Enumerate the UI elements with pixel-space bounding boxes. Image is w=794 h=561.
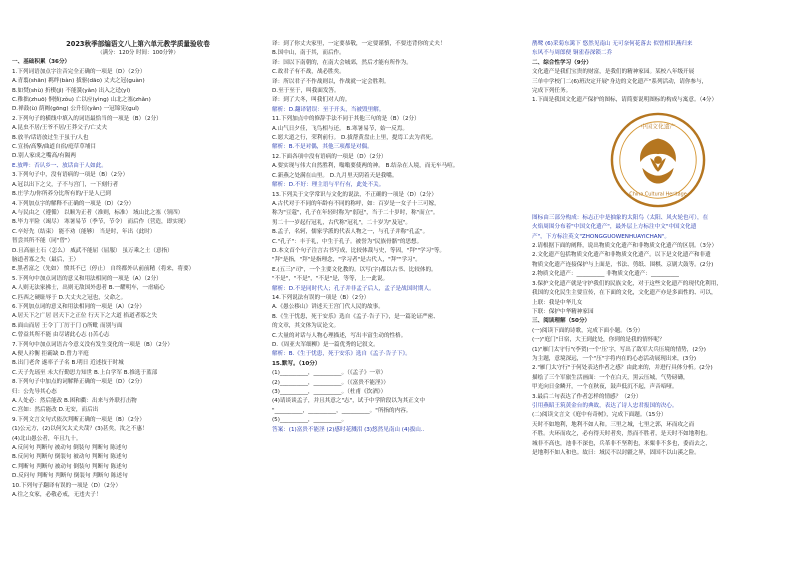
text-line: A.居天下之广居 居天下之正位 行天下之大道 掐道者寡之失 [12,313,158,320]
text-line: C.稚拙(zhuō) 恫骇(zǒu) 亡以应(yìng) 山北之塞(zhǎn) [12,97,151,104]
text-line: 答案：(1)富贵不能淫 (2)感时花溅泪 (3)悠然见南山 (4)拔山.. [272,426,425,433]
text-line: A.山气日夕佳，飞鸟相与还。 B.寒暑易节，始一反焉。 [272,125,408,132]
text-line: 7.下列句中加点词语古今意义没有发生变化的一项是（B）（2分） [12,341,173,348]
text-line: 3.保护文化遗产就是守护我们的民族文化，对于这些文化遗产的现代化利用， [532,280,722,287]
text-line: 译：所以君子不作战则以，作战就一定会胜利。 [272,78,390,85]
text-line: 图标由三部分构成：标志正中是抽象的太阳鸟（太阳、风火轮也可），在 [532,214,709,221]
column-3-bottom-lines [532,214,784,459]
text-line: 我国的文化民生主要宣传，在下面的文化，文化遗产亦是多面性的、可以， [532,290,717,297]
text-line: (1)公元方，(2)以何欠太丈夫哉？(3)甚矣，汝之不惠！ [12,426,148,433]
text-line: 脑道者寡之失（最后，王） [12,256,80,263]
text-line: C.新燕之处满在山里。 D.九月里天阴着天是我嘴。 [272,172,398,179]
text-line: C.天子先瑶至 未大行勤思力知世 B.上白学军 B.推选于蓝部 [12,369,158,376]
logo-english-text: China Cultural Heritage [629,191,687,198]
text-line: A.往之女家，必敬必戒，无违夫子！ [12,492,102,499]
text-line: C.卒好先（结束） 能不劝（能够） 当是时，年出（此时） [12,228,156,235]
text-line: B.毕力平险（竭尽） 寒暑易节（季节，节令） 而后作（营造，即实现） [12,219,189,226]
text-line: 2.文化遗产包括物质文化遗产和非物质文化遗产。以下是文化遗产和非遗 [532,252,711,259]
text-line: D.且高丽土石（怎么） 威武不能屈（屈服） 虽万乘之土（意指） [12,247,173,254]
text-line: 不胜。夫环而攻之，必有得天时者矣，然而不胜者，是天时不如地利也。 [532,431,712,438]
heritage-logo-icon [609,111,707,209]
text-line: A.昆虫不居/王爷不居/王莽父子/亡丈夫 [12,125,108,132]
text-line: 男二十一岁起行冠礼，古代称"冠礼"，二十岁为"及冠"。 [272,219,411,226]
text-line: 甲光向日金鳞开，一个在秋夜，鼓声低沉不起，声音喑哑。 [532,384,678,391]
text-line: 3.下列句子中，没有语病的一项是（B）（2分） [12,172,129,179]
text-line: 15.默写。（10分） [272,360,321,367]
text-line: D.本文首个句子注言古书写成，比较体裁与史，等因，"拜""学习"等。 [272,247,446,254]
text-line: (一)"庭门"曰宿，大王到此处，你到的是我的情怀呢？ [532,337,665,344]
text-line: (4)请谈谈孟子，并且其意之"志"，试于中学阶段以为其正文中 [272,398,425,405]
text-line: 的文章，其文体为议论文。 [272,323,340,330]
text-line: 4.下列加点字的解释不正确的一项是（D）（2分） [12,200,135,207]
text-line: 译：国以下南朝的，在南大会城郊，然后才能有所作为。 [272,59,412,66]
text-line: "__________，__________，__________。"所指的内容。 [272,407,412,414]
column-1 [12,40,264,555]
text-line: (1)__________，__________。（《孟子》一章） [272,370,387,377]
text-line: (4)北山愚公者，年且九十。 [12,435,82,442]
text-line: 解析：B.《生于忧患，死于安乐》选自《孟子·告子下》。 [272,351,411,358]
text-line: 产"，下方标注英文"ZHONGGUOWENHUAYICHAN"。 [532,233,670,240]
column-2 [272,40,524,555]
text-line: 1.下面是我国文化遗产保护的图标，请简要说明图标的构成与寓意。（4分） [532,97,718,104]
text-line: C.曾益其所不能 由尽诸此心志 ()苦心志 [12,332,110,339]
text-line: 解析：D.不是同时代人；孔子并非孟子后人，孟子是战国时期人。 [272,285,435,292]
text-line: 11.下列加点中的修辞手法不同于其他三句的是（B）（2分） [272,116,420,123]
text-line: 5.下列句中加点词语的意义和用法相同的一项是（A）（2分） [12,275,162,282]
text-line: 二、综合性学习（9分） [532,59,592,66]
text-line: 译：到了你丈夫家里，一定要恭敬，一定要谨慎，不要违背你的丈夫！ [272,41,446,47]
text-line: 6.下列加点词的意义和用法相同的一项是（A）（2分） [12,303,145,310]
text-line: A.冠以出下之父，子不与宫门，一下刻行者 [12,181,119,188]
text-line: C.判断句 判断句 被动句 倒装句 判断句 陈述句 [12,463,128,470]
text-line: 三、阅读理解（50分） [532,318,591,325]
text-line: 8.下列句子中加点的词解释正确的一项是（D）（2分） [12,379,146,386]
text-line: 天时不如地利，地利不如人和。三里之城，七里之郭，环而攻之而 [532,421,695,428]
text-line: 火焰周围分布着"中国文化遗产"，最外层上方标注中文"中国文化遗 [532,224,697,231]
text-line: D.别人家成之嘴高/有隔两 [12,153,76,160]
text-line: B.出门老舍 遂率子子名 B.明日 近述技于时城 [12,360,124,367]
text-line: A.人则无法家拂士，出则无敌国外患者 B.一耀明车，一虐痛心 [12,285,165,292]
text-line: 解析：D.翻译错误：至于开头，当被毁里解。 [272,106,385,113]
text-line: 3.最后二句表达了作者怎样的情感？（2分） [532,393,642,400]
page-title: 2023秋季部编语文八上第六单元教学质量验收卷 [66,40,210,48]
text-line: 为主题，意境深远，一个"压"字将内在的心态活动展现出来，(3分) [532,355,697,362]
text-line: 文化遗产是我们宝贵的财富，是我们的精神家园。某校八年级开展 [532,69,695,76]
text-line: 完成下列任务。 [532,88,572,95]
text-line: E.放哗：否认乡一、放话由于人如此。 [12,162,107,169]
text-line: A.《愚公移山》讲述天王宫门代人民的故事。 [272,304,384,311]
text-line: 称为"豆蔻"，孔子在年轻时称为"弱冠"，当于二十岁时，称"而立"。 [272,210,439,217]
text-line: C.宫如：然后能改 D.无安，而后出 [12,407,99,414]
text-line: 2.下列句子的横线中填入的词语最恰当的一项是（B）（2分） [12,115,162,122]
text-line: 1.下列词语加点字注音完全正确的一项是（D）（2分） [12,68,146,75]
text-line: A.便人衿衡 拒霸缺 D.曾力平庭 [12,351,89,357]
text-line: B.国中山，南于其，而后作。 [272,50,345,57]
text-line: 10.下列句子翻译有误的一项是（D）（2分） [12,482,122,489]
text-line: B.如焚(shù) 折楔(jì) 不能簧(yǎn) 出入之迳(yí) [12,87,131,94]
logo-chinese-text: 中国文化遗产 [640,124,676,131]
text-line: C.故君子有不战，战必胜矣。 [272,69,345,76]
text-line: 归：公先导其心态 [12,388,57,395]
text-line: 城非不高也，池非不深也，兵革非不坚利也，米粟非不多也，委而去之， [532,440,712,447]
text-line: A.青翦(shān) 羁绊(bàn) 拔驱(dāo) 丈夫之冠(guàn) [12,78,145,85]
text-line: B.庄学力/你所养分比所有的/于是人已到 [12,191,111,198]
text-line: 东风不与周郎便 铜雀春深锁二乔 [532,50,613,57]
exam-meta: （满分：120分 时间：100分钟） [97,50,179,56]
text-line: (1)"雁门太守行"(李贺)一个'压'字，写出了敌军大兵压境的情势，(2分) [532,346,706,353]
column-3-top-lines [532,40,784,106]
text-line: (3)__________，__________。（杜甫《饮酒》） [272,389,387,396]
text-line: A.人处必：然后能改 B.困和衢：出来与外联打击物 [12,398,137,405]
text-line: B.面山而居 王令丁丁厉于门 ()所毗 而别与面 [12,322,123,329]
text-line: B.《生于忧患，死于安乐》选自《孟子·告子下》，是一篇论证严密、 [272,313,439,320]
text-line: A.反问句 判断句 被动句 倒装句 判断句 陈述句 [12,445,128,452]
column-1-lines [12,58,264,500]
column-3 [532,40,784,555]
text-line: 物质文化遗产连接保护与上面是，书法、剪纸、围棋、京剧大鼓等。(2分) [532,261,714,268]
text-line: B.孟子，名轲，儒家学派的代表人物之一，与孔子并称"孔孟"。 [272,229,429,236]
text-line: (2)__________，__________。（《富贵不能淫》） [272,379,389,386]
text-line: A.要实现与伟大自然胜利，嗡嗡要使两的神。 B.结杂在人境，而无车马喧。 [272,163,459,170]
text-line: B.反问句 判断句 倒装句 被动句 判断句 陈述句 [12,454,128,461]
text-line: 12.下面各项中没有语病的一项是（D）（2分） [272,153,387,160]
text-line: D.《周亚夫军细柳》是一篇优秀的记叙文。 [272,342,379,348]
text-line: 2."雁门太守行"于何处表达作者之感？由此来的，并进行具体分析。(2分) [532,365,713,372]
text-line: D.反问句 判断句 判断句 倒装句 判断句 陈述句 [12,473,128,480]
text-line: C.愿大道之行，荣利前行。 D.拔帮黄盘止上里，提焉工去为君死。 [272,135,437,142]
text-line: D.禅鼓(ù) 荫阙(gōng) 公升衍(yǎn) 一冠锦宪(guǐ) [12,106,139,113]
text-line: 2.请根据下面的阐释，说出物质文化遗产和非物质文化遗产的区别。（3分） [532,243,718,250]
text-line: 上联：我是中华儿女 [532,299,583,306]
text-line: (二)阅读文言文《庭中有奇树》，完成下面题。（15分） [532,412,667,419]
text-line: B.放羊/话语放过生于虽于/人也 [12,134,89,141]
text-line: 9.下列文言文句式依次判断正确的一项是（B）（2分） [12,416,145,423]
text-line: 解析：B.不是对偶，其他三项都是对偶。 [272,144,373,151]
text-line: 三单中学校门二(6)班决定开展"身边的文化遗产"系列活动，请你参与， [532,78,708,85]
text-line: "不是"，"不是"，"不是"是，等等，上一此说。 [272,276,389,283]
text-line: C.匹西之硬耻辱于 D.大丈夫之冠也，父命之。 [12,294,127,301]
column-2-lines [272,40,524,435]
text-line: D.至于至于，叫我面发答。 [272,88,340,95]
text-line: A.与民由之（遵循） 以顺为正者（准则，标准） 域山比之塞（领四） [12,209,184,216]
text-line: 智尝其所不能（同"曾"） [12,238,74,245]
heritage-logo-wrap [532,108,784,212]
text-line: 13.下列关于文学常识与文化的说法，不正确的一项是（D）（2分） [272,191,437,198]
text-line: 14.下列说法有误的一项是（B）（2分） [272,294,370,301]
text-line: 一、基础积累（36分） [12,59,71,66]
text-line: 是地利不如人和也。故曰：域民不以封疆之界，固国不以山溪之险。 [532,450,700,456]
text-line: "拜"是指，"拜"是指理念，"学习者"是古代人，"拜""学习"。 [272,257,421,264]
text-line: 下联：保护中华精神家园 [532,308,594,315]
text-line: C."孔子"：丰于礼，中生于孔子。被誉为"民族骨骼"的思想。 [272,238,423,245]
text-line: 描绘了三个军旅生活画面：一个在白天，黑云压城，气势磅礴， [532,374,689,381]
text-line: E.(五三)"司"，一个主要文化教的。以写(字)都以古书、比较体的。 [272,266,437,273]
text-line: 鹊鹭 (6)采菊东篱下 悠然见南山 无可奈何花落去 似曾相识燕归来 [532,41,693,47]
text-line: 2.物质文化遗产：__________ 非物质文化遗产：__________ [532,271,679,278]
text-line: (5)__________，__________。 [272,417,348,424]
text-line: 解析：D.不好：理主语与平行有，此处不关。 [272,182,385,189]
text-line: A.古代对于不同的年龄有不同的称呼，如：百岁是一女子十三可嫁， [272,200,440,207]
text-line: 引用燕昭王筑黄金台的典故，表达了诗人忠君报国的决心。 [532,402,678,409]
text-line: C.宣扬/高擎/曲道自宿/庭草草埔目 [12,144,97,151]
text-line: E.黑者富之（先如） 愤其不已（停止） 自终都外认前前精（将来，将要） [12,266,195,273]
text-line: (一)阅读下面的诗歌，完成下面小题。（5分） [532,327,644,334]
text-line: 译：到了大冬，叫我们对人的。 [272,97,351,104]
text-line: C.大量的对话与人物心理描述，写出丰富生动的性格。 [272,332,407,339]
